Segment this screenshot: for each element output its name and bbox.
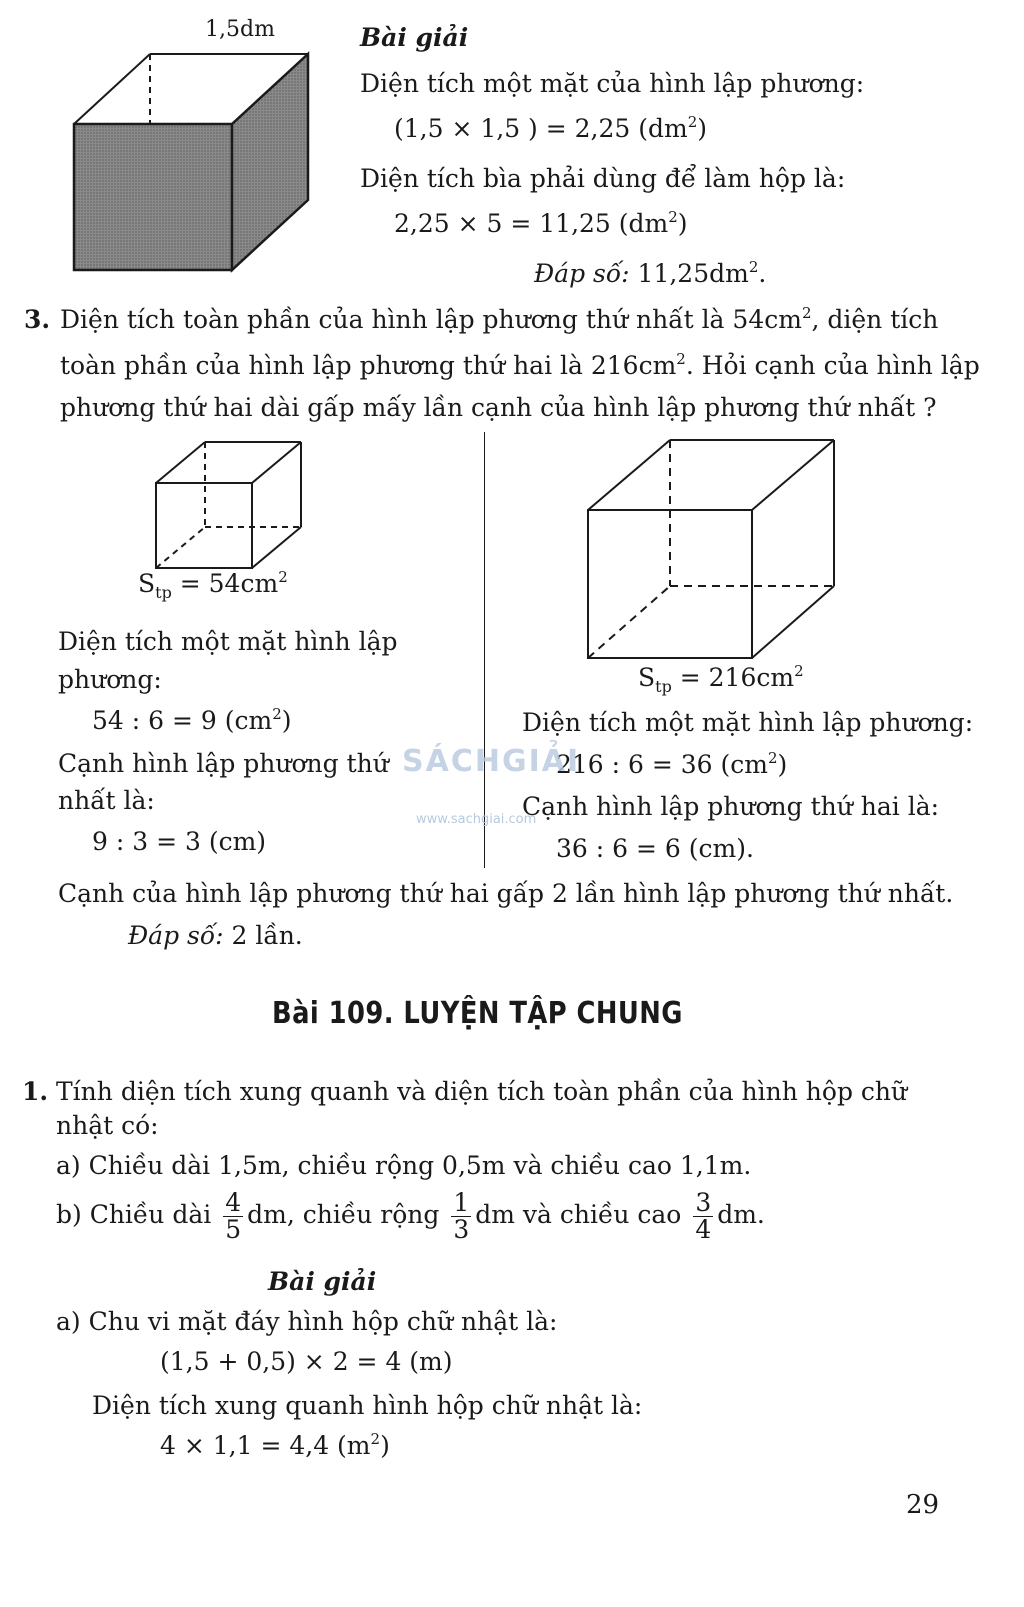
- fraction: $\frac{3}{4}$: [695, 1188, 712, 1244]
- solution-title: Bài giải: [268, 1267, 377, 1296]
- big-cube-figure: [582, 436, 844, 664]
- solution-line: Diện tích xung quanh hình hộp chữ nhật là:: [92, 1391, 643, 1420]
- right-solution-calc: 36 : 6 = 6 (cm).: [556, 834, 754, 863]
- exercise-number: 1.: [22, 1077, 49, 1106]
- problem-text: Diện tích toàn phần của hình lập phương thứ nhất là $54cm^2$, diện tích: [60, 304, 939, 334]
- left-solution-calc: 9 : 3 = 3 (cm): [92, 827, 267, 856]
- watermark-logo: SÁCHGIẢI: [402, 744, 581, 779]
- solution-line: a) Chu vi mặt đáy hình hộp chữ nhật là:: [56, 1307, 558, 1336]
- column-divider: [484, 432, 485, 868]
- watermark-url: www.sachgiai.com: [416, 812, 537, 827]
- exercise-number: 3.: [24, 305, 51, 334]
- right-solution-calc: 216 : 6 = 36 $(cm^2)$: [556, 749, 788, 779]
- problem-text: toàn phần của hình lập phương thứ hai là $216cm^2$. Hỏi cạnh của hình lập: [60, 350, 980, 380]
- solution-calc: (1,5 × 1,5 ) = 2,25 $(dm^2)$: [394, 113, 708, 143]
- solution-calc: 4 × 1,1 = 4,4 $(m^2)$: [160, 1430, 390, 1460]
- solution-title: Bài giải: [360, 23, 469, 52]
- solution-calc: 2,25 × 5 = 11,25 $(dm^2)$: [394, 208, 688, 238]
- problem-part-b: b) Chiều dài $\frac{4}{5}$ dm, chiều rộng $\frac{1}{3}$ dm và chiều cao $\frac{3}{4}$ dm.: [56, 1188, 765, 1244]
- answer: Đáp số: $11,25dm^2$.: [534, 258, 767, 288]
- problem-text: nhật có:: [56, 1111, 159, 1140]
- right-solution-line: Diện tích một mặt hình lập phương:: [522, 708, 974, 737]
- left-solution-calc: 54 : 6 = 9 $(cm^2)$: [92, 705, 292, 735]
- lesson-title: Bài 109. LUYỆN TẬP CHUNG: [272, 996, 683, 1031]
- problem-text: Tính diện tích xung quanh và diện tích toàn phần của hình hộp chữ: [56, 1077, 908, 1106]
- solution-line: Diện tích bìa phải dùng để làm hộp là:: [360, 164, 846, 193]
- left-solution-line: Cạnh hình lập phương thứ: [58, 749, 389, 778]
- left-solution-line: phương:: [58, 665, 162, 694]
- solution-calc: (1,5 + 0,5) × 2 = 4 (m): [160, 1347, 453, 1376]
- answer: Đáp số: 2 lần.: [128, 921, 303, 950]
- problem-part-a: a) Chiều dài 1,5m, chiều rộng 0,5m và chiều cao 1,1m.: [56, 1151, 752, 1180]
- small-cube-area-label: $S_{tp} = 54cm^2$: [138, 568, 288, 602]
- fraction: $\frac{4}{5}$: [225, 1188, 242, 1244]
- cube-edge-label: 1,5dm: [205, 17, 275, 42]
- big-cube-area-label: $S_{tp} = 216cm^2$: [638, 662, 804, 696]
- shaded-cube-figure: [60, 48, 320, 278]
- fraction: $\frac{1}{3}$: [453, 1188, 470, 1244]
- small-cube-figure: [150, 436, 310, 576]
- left-solution-line: Diện tích một mặt hình lập: [58, 627, 398, 656]
- conclusion-text: Cạnh của hình lập phương thứ hai gấp 2 lần hình lập phương thứ nhất.: [58, 879, 954, 908]
- page-number: 29: [906, 1490, 940, 1520]
- left-solution-line: nhất là:: [58, 786, 155, 815]
- problem-text: phương thứ hai dài gấp mấy lần cạnh của hình lập phương thứ nhất ?: [60, 393, 937, 422]
- solution-line: Diện tích một mặt của hình lập phương:: [360, 69, 865, 98]
- right-solution-line: Cạnh hình lập phương thứ hai là:: [522, 792, 940, 821]
